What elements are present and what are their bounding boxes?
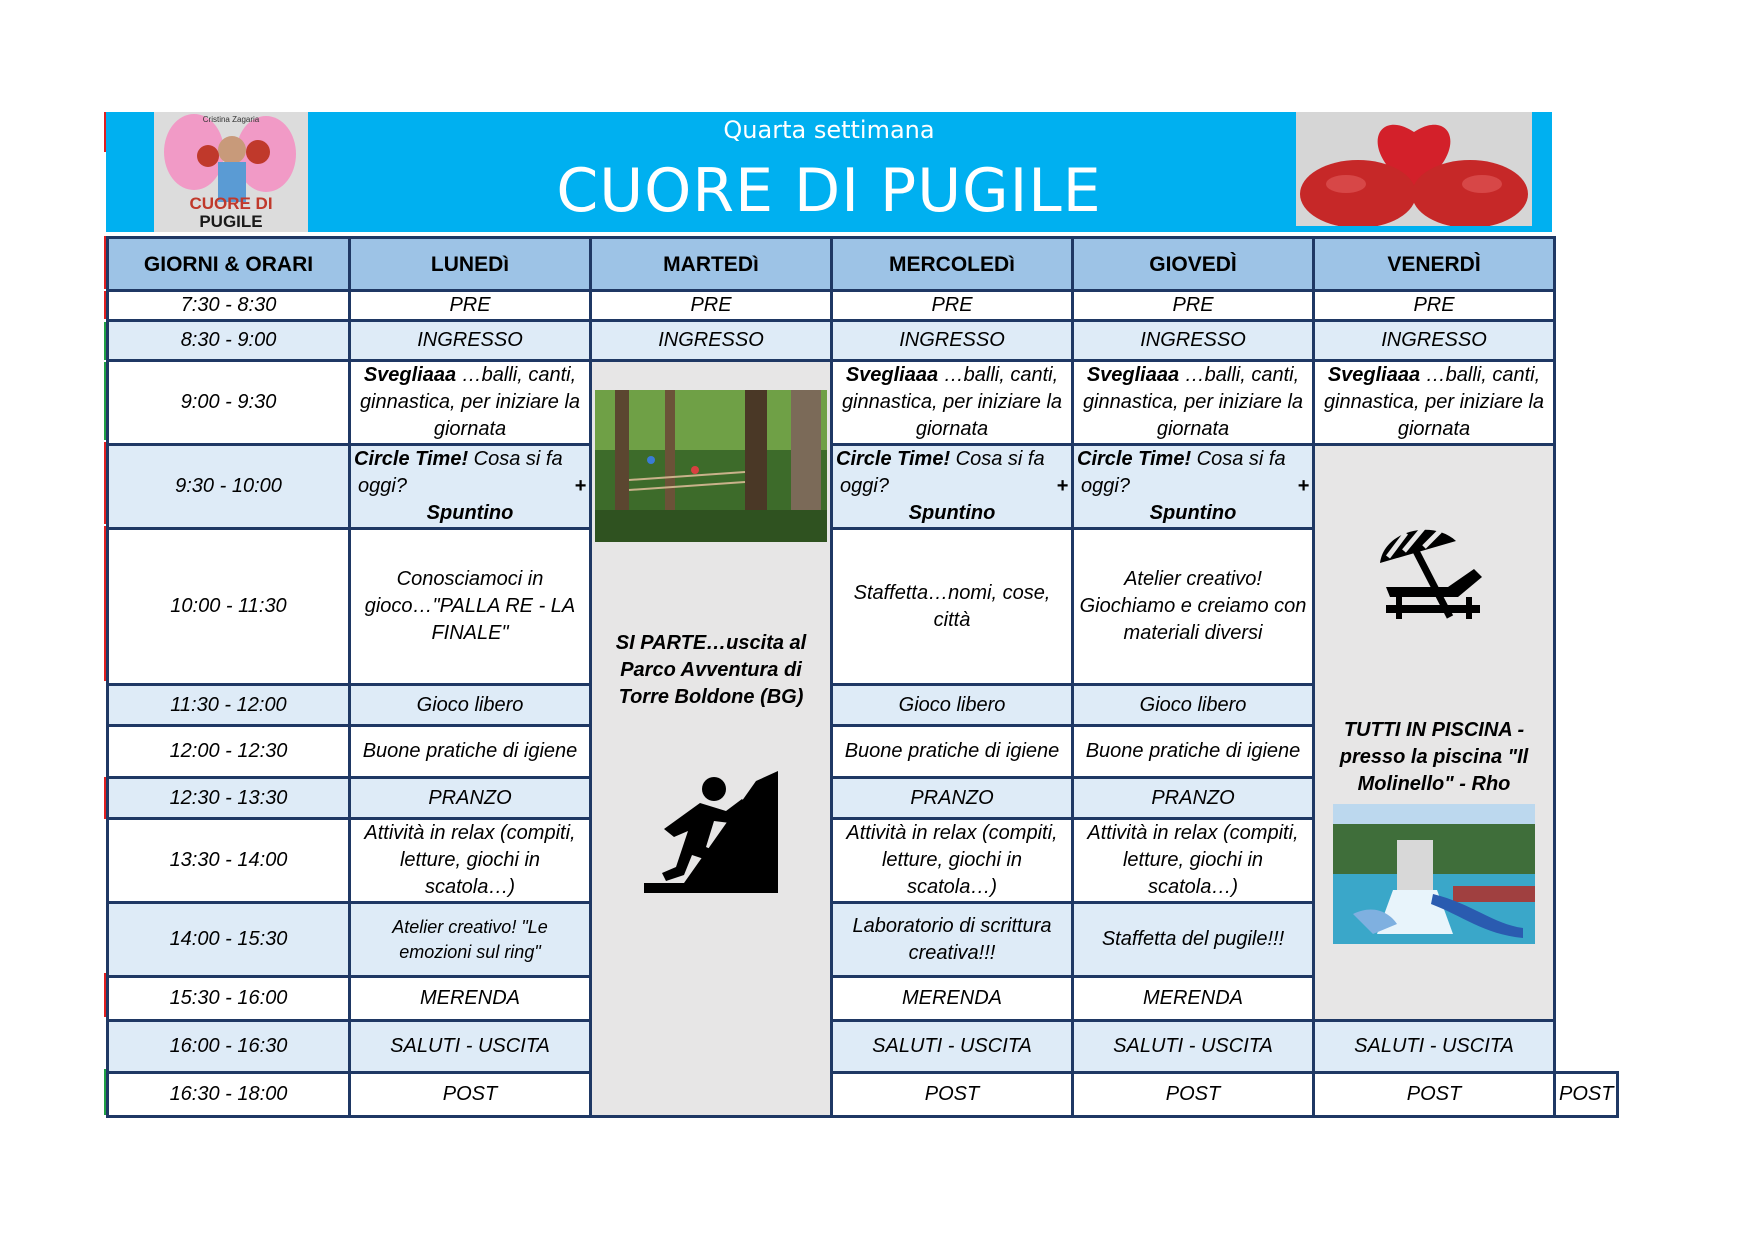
- cell-pre: PRE: [832, 291, 1073, 321]
- time-cell: 12:00 - 12:30: [108, 726, 350, 778]
- cell-sveglia: Svegliaaa …balli, canti, ginnastica, per iniziare la giornata: [350, 361, 591, 445]
- climbing-icon: [644, 771, 778, 893]
- time-cell: 16:00 - 16:30: [108, 1021, 350, 1073]
- cell-merenda: MERENDA: [832, 977, 1073, 1021]
- column-header-wednesday: MERCOLEDì: [832, 238, 1073, 291]
- cell-ingresso: INGRESSO: [1314, 321, 1555, 361]
- cell-pranzo: PRANZO: [832, 778, 1073, 819]
- cell-post: POST: [1314, 1073, 1555, 1117]
- cell-sveglia: Svegliaaa …balli, canti, ginnastica, per iniziare la giornata: [1314, 361, 1555, 445]
- cell-pre: PRE: [591, 291, 832, 321]
- cell-merenda: MERENDA: [1073, 977, 1314, 1021]
- cell-post: POST: [1555, 1073, 1618, 1117]
- cell-igiene: Buone pratiche di igiene: [350, 726, 591, 778]
- boxing-gloves-image: [1296, 112, 1532, 226]
- cell-relax: Attività in relax (compiti, letture, giochi in scatola…): [1073, 819, 1314, 903]
- time-cell: 16:30 - 18:00: [108, 1073, 350, 1117]
- cell-activity-thursday-1000: Atelier creativo! Giochiamo e creiamo con materiali diversi: [1073, 529, 1314, 685]
- swimming-pool-photo: [1333, 804, 1535, 944]
- cell-circle-time: Circle Time! Cosa si fa oggi? + Spuntino: [1073, 445, 1314, 529]
- cell-activity-thursday-1400: Staffetta del pugile!!!: [1073, 903, 1314, 977]
- time-cell: 9:30 - 10:00: [108, 445, 350, 529]
- table-row: [108, 445, 1618, 529]
- cell-activity-wednesday-1400: Laboratorio di scrittura creativa!!!: [832, 903, 1073, 977]
- time-cell: 11:30 - 12:00: [108, 685, 350, 726]
- friday-trip-text: TUTTI IN PISCINA - presso la piscina "Il Molinello" - Rho: [1339, 719, 1529, 795]
- cell-pranzo: PRANZO: [350, 778, 591, 819]
- column-header-friday: VENERDÌ: [1314, 238, 1555, 291]
- cell-ingresso: INGRESSO: [832, 321, 1073, 361]
- cell-post: POST: [350, 1073, 591, 1117]
- cell-pranzo: PRANZO: [1073, 778, 1314, 819]
- cell-activity-monday-1000: Conosciamoci in gioco…"PALLA RE - LA FINALE": [350, 529, 591, 685]
- table-row: [108, 1073, 1618, 1117]
- time-cell: 8:30 - 9:00: [108, 321, 350, 361]
- cell-circle-time: Circle Time! Cosa si fa oggi? + Spuntino: [350, 445, 591, 529]
- page-title: CUORE DI PUGILE: [556, 156, 1102, 226]
- tuesday-trip-text: SI PARTE…uscita al Parco Avventura di Torre Boldone (BG): [615, 632, 807, 708]
- cell-gioco-libero: Gioco libero: [1073, 685, 1314, 726]
- cell-relax: Attività in relax (compiti, letture, giochi in scatola…): [832, 819, 1073, 903]
- cell-gioco-libero: Gioco libero: [832, 685, 1073, 726]
- week-subtitle: Quarta settimana: [723, 116, 935, 144]
- time-cell: 7:30 - 8:30: [108, 291, 350, 321]
- cell-activity-wednesday-1000: Staffetta…nomi, cose, città: [832, 529, 1073, 685]
- time-cell: 9:00 - 9:30: [108, 361, 350, 445]
- cell-ingresso: INGRESSO: [591, 321, 832, 361]
- cell-sveglia: Svegliaaa …balli, canti, ginnastica, per iniziare la giornata: [832, 361, 1073, 445]
- table-row: [108, 321, 1618, 361]
- time-cell: 13:30 - 14:00: [108, 819, 350, 903]
- cell-relax: Attività in relax (compiti, letture, giochi in scatola…): [350, 819, 591, 903]
- cell-saluti: SALUTI - USCITA: [350, 1021, 591, 1073]
- cell-saluti: SALUTI - USCITA: [1314, 1021, 1555, 1073]
- table-row: [108, 361, 1618, 445]
- column-header-tuesday: MARTEDì: [591, 238, 832, 291]
- tuesday-trip-cell: [591, 361, 832, 1117]
- cell-igiene: Buone pratiche di igiene: [1073, 726, 1314, 778]
- cell-saluti: SALUTI - USCITA: [832, 1021, 1073, 1073]
- header-row: [108, 238, 1618, 291]
- cell-post: POST: [832, 1073, 1073, 1117]
- cell-post: POST: [1073, 1073, 1314, 1117]
- cell-gioco-libero: Gioco libero: [350, 685, 591, 726]
- cell-ingresso: INGRESSO: [1073, 321, 1314, 361]
- table-row: [108, 291, 1618, 321]
- time-cell: 14:00 - 15:30: [108, 903, 350, 977]
- cell-circle-time: Circle Time! Cosa si fa oggi? + Spuntino: [832, 445, 1073, 529]
- column-header-times: GIORNI & ORARI: [108, 238, 350, 291]
- cell-pre: PRE: [1073, 291, 1314, 321]
- table-row: [108, 1021, 1618, 1073]
- time-cell: 10:00 - 11:30: [108, 529, 350, 685]
- column-header-thursday: GIOVEDÌ: [1073, 238, 1314, 291]
- cell-merenda: MERENDA: [350, 977, 591, 1021]
- cell-sveglia: Svegliaaa …balli, canti, ginnastica, per iniziare la giornata: [1073, 361, 1314, 445]
- beach-umbrella-icon: [1378, 521, 1490, 621]
- cell-ingresso: INGRESSO: [350, 321, 591, 361]
- time-cell: 15:30 - 16:00: [108, 977, 350, 1021]
- cell-activity-monday-1400: Atelier creativo! "Le emozioni sul ring": [350, 903, 591, 977]
- adventure-park-photo: [595, 390, 827, 542]
- book-author: Cristina Zagaria: [202, 115, 260, 124]
- book-title-line1: CUORE DI: [189, 194, 273, 213]
- weekly-schedule-table: [106, 236, 1619, 1118]
- header-banner: [106, 112, 1552, 232]
- column-header-monday: LUNEDì: [350, 238, 591, 291]
- cell-igiene: Buone pratiche di igiene: [832, 726, 1073, 778]
- time-cell: 12:30 - 13:30: [108, 778, 350, 819]
- cell-saluti: SALUTI - USCITA: [1073, 1021, 1314, 1073]
- friday-trip-cell: [1314, 445, 1555, 1021]
- book-title-line2: PUGILE: [199, 212, 263, 231]
- cell-pre: PRE: [350, 291, 591, 321]
- cell-pre: PRE: [1314, 291, 1555, 321]
